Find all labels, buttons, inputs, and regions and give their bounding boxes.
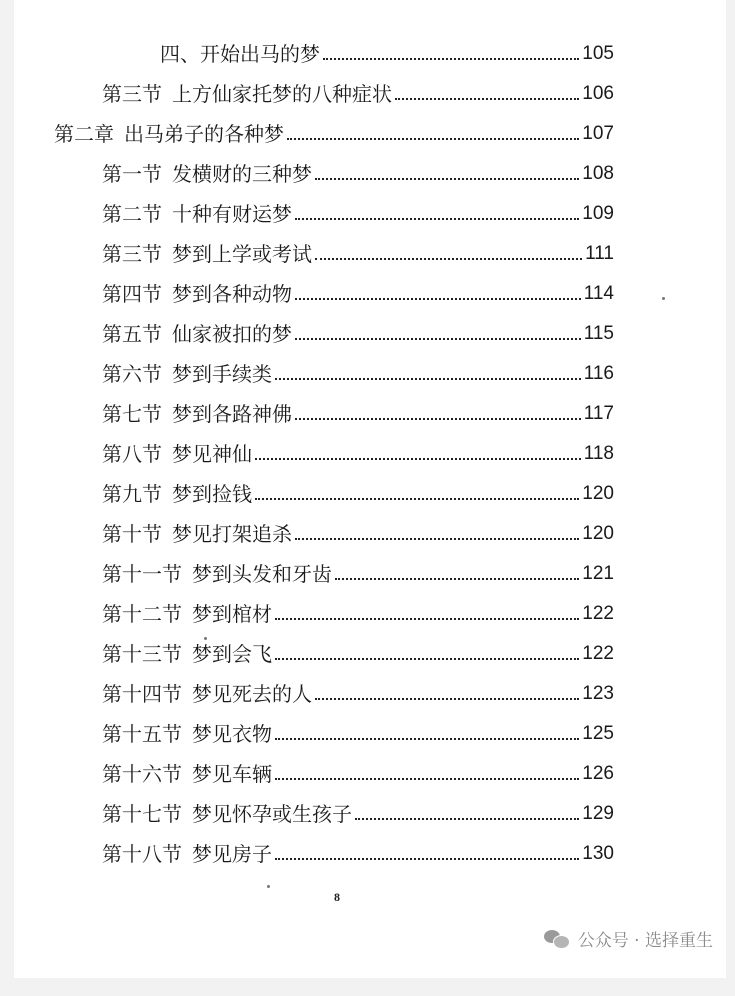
toc-entry-title: 梦见神仙	[172, 442, 252, 466]
toc-entry-page: 118	[583, 443, 614, 464]
toc-entry-number: 第四节	[102, 282, 162, 306]
toc-entry-number: 第三节	[102, 242, 162, 266]
toc-entry[interactable]	[102, 756, 614, 786]
toc-entry-page: 123	[582, 683, 614, 704]
toc-entry-number: 第十四节	[102, 682, 182, 706]
dot-leader	[295, 338, 581, 340]
toc-entry[interactable]	[102, 356, 614, 386]
toc-entry[interactable]	[102, 636, 614, 666]
toc-entry-page: 108	[582, 163, 614, 184]
document-page	[14, 0, 726, 978]
toc-entry-title: 梦见死去的人	[192, 682, 312, 706]
toc-entry[interactable]	[102, 796, 614, 826]
dot-leader	[315, 178, 579, 180]
toc-entry-number: 第十五节	[102, 722, 182, 746]
toc-entry-title: 梦见衣物	[192, 722, 272, 746]
dot-leader	[287, 138, 579, 140]
dot-leader	[295, 418, 581, 420]
dot-leader	[295, 538, 579, 540]
toc-entry-number: 第十一节	[102, 562, 182, 586]
toc-entry[interactable]	[102, 396, 614, 426]
toc-entry-page: 120	[582, 483, 614, 504]
dot-leader	[275, 778, 579, 780]
toc-entry-page: 111	[585, 243, 614, 264]
toc-entry-title: 发横财的三种梦	[172, 162, 312, 186]
toc-entry-page: 130	[582, 843, 614, 864]
dot-leader	[295, 218, 579, 220]
dot-leader	[275, 738, 579, 740]
toc-entry-number: 第二节	[102, 202, 162, 226]
toc-entry[interactable]	[102, 556, 614, 586]
toc-entry-title: 仙家被扣的梦	[172, 322, 292, 346]
toc-entry-title: 梦见房子	[192, 842, 272, 866]
watermark-text: 公众号 · 选择重生	[577, 931, 713, 951]
toc-entry[interactable]	[102, 236, 614, 266]
toc-entry-number: 第八节	[102, 442, 162, 466]
toc-entry[interactable]	[102, 316, 614, 346]
toc-entry-page: 117	[583, 403, 614, 424]
toc-entry-title: 出马弟子的各种梦	[124, 122, 284, 146]
wechat-icon	[544, 929, 570, 949]
toc-entry-number: 第十八节	[102, 842, 182, 866]
toc-entry-number: 第十二节	[102, 602, 182, 626]
toc-entry-title: 梦见车辆	[192, 762, 272, 786]
toc-entry[interactable]	[102, 716, 614, 746]
dot-leader	[395, 98, 579, 100]
toc-entry-title: 梦见怀孕或生孩子	[192, 802, 352, 826]
toc-entry-page: 114	[583, 283, 614, 304]
toc-entry[interactable]	[102, 76, 614, 106]
toc-entry-title: 梦到会飞	[192, 642, 272, 666]
toc-entry-title: 梦到各种动物	[172, 282, 292, 306]
toc-entry-number: 第五节	[102, 322, 162, 346]
dot-leader	[275, 618, 579, 620]
toc-entry-page: 121	[582, 563, 614, 584]
dot-leader	[275, 858, 579, 860]
toc-entry-page: 105	[582, 43, 614, 64]
toc-entry[interactable]	[102, 476, 614, 506]
toc-entry-number: 第十三节	[102, 642, 182, 666]
toc-entry-number: 第二章	[54, 122, 114, 146]
toc-entry-page: 107	[582, 123, 614, 144]
toc-chapter-entry[interactable]	[54, 116, 614, 146]
dot-leader	[295, 298, 581, 300]
scan-speck	[267, 885, 270, 888]
toc-entry-title: 十种有财运梦	[172, 202, 292, 226]
toc-entry[interactable]	[102, 436, 614, 466]
toc-entry-title: 梦到上学或考试	[172, 242, 312, 266]
toc-entry-title: 四、开始出马的梦	[160, 42, 320, 66]
toc-entry-number: 第一节	[102, 162, 162, 186]
dot-leader	[315, 698, 579, 700]
page-number: 8	[334, 890, 340, 904]
toc-entry-number: 第十七节	[102, 802, 182, 826]
toc-entry-number: 第九节	[102, 482, 162, 506]
dot-leader	[335, 578, 579, 580]
dot-leader	[275, 658, 579, 660]
toc-entry[interactable]	[102, 276, 614, 306]
toc-entry-title: 梦到捡钱	[172, 482, 252, 506]
toc-entry[interactable]	[102, 676, 614, 706]
toc-entry-number: 第六节	[102, 362, 162, 386]
toc-entry-number: 第十六节	[102, 762, 182, 786]
toc-entry-title: 梦到各路神佛	[172, 402, 292, 426]
dot-leader	[323, 58, 579, 60]
toc-entry[interactable]	[102, 836, 614, 866]
toc-entry-title: 梦见打架追杀	[172, 522, 292, 546]
toc-entry-page: 120	[582, 523, 614, 544]
table-of-contents	[14, 0, 726, 880]
toc-entry-page: 115	[583, 323, 614, 344]
toc-entry[interactable]	[160, 36, 614, 66]
toc-entry-page: 122	[582, 643, 614, 664]
toc-entry-number: 第十节	[102, 522, 162, 546]
toc-entry-title: 梦到头发和牙齿	[192, 562, 332, 586]
toc-entry-number: 第七节	[102, 402, 162, 426]
toc-entry[interactable]	[102, 156, 614, 186]
watermark	[544, 926, 713, 951]
toc-entry-page: 125	[582, 723, 614, 744]
dot-leader	[315, 258, 582, 260]
toc-entry[interactable]	[102, 196, 614, 226]
toc-entry-page: 116	[583, 363, 614, 384]
scan-speck	[204, 637, 207, 640]
scan-speck	[662, 297, 665, 300]
dot-leader	[275, 378, 581, 380]
dot-leader	[355, 818, 579, 820]
toc-entry-page: 109	[582, 203, 614, 224]
toc-entry-page: 122	[582, 603, 614, 624]
toc-entry-title: 梦到手续类	[172, 362, 272, 386]
toc-entry-title: 上方仙家托梦的八种症状	[172, 82, 392, 106]
dot-leader	[255, 498, 579, 500]
toc-entry-page: 126	[582, 763, 614, 784]
toc-entry-page: 129	[582, 803, 614, 824]
toc-entry-number: 第三节	[102, 82, 162, 106]
toc-entry-page: 106	[582, 83, 614, 104]
toc-entry[interactable]	[102, 596, 614, 626]
toc-entry[interactable]	[102, 516, 614, 546]
toc-entry-title: 梦到棺材	[192, 602, 272, 626]
dot-leader	[255, 458, 581, 460]
